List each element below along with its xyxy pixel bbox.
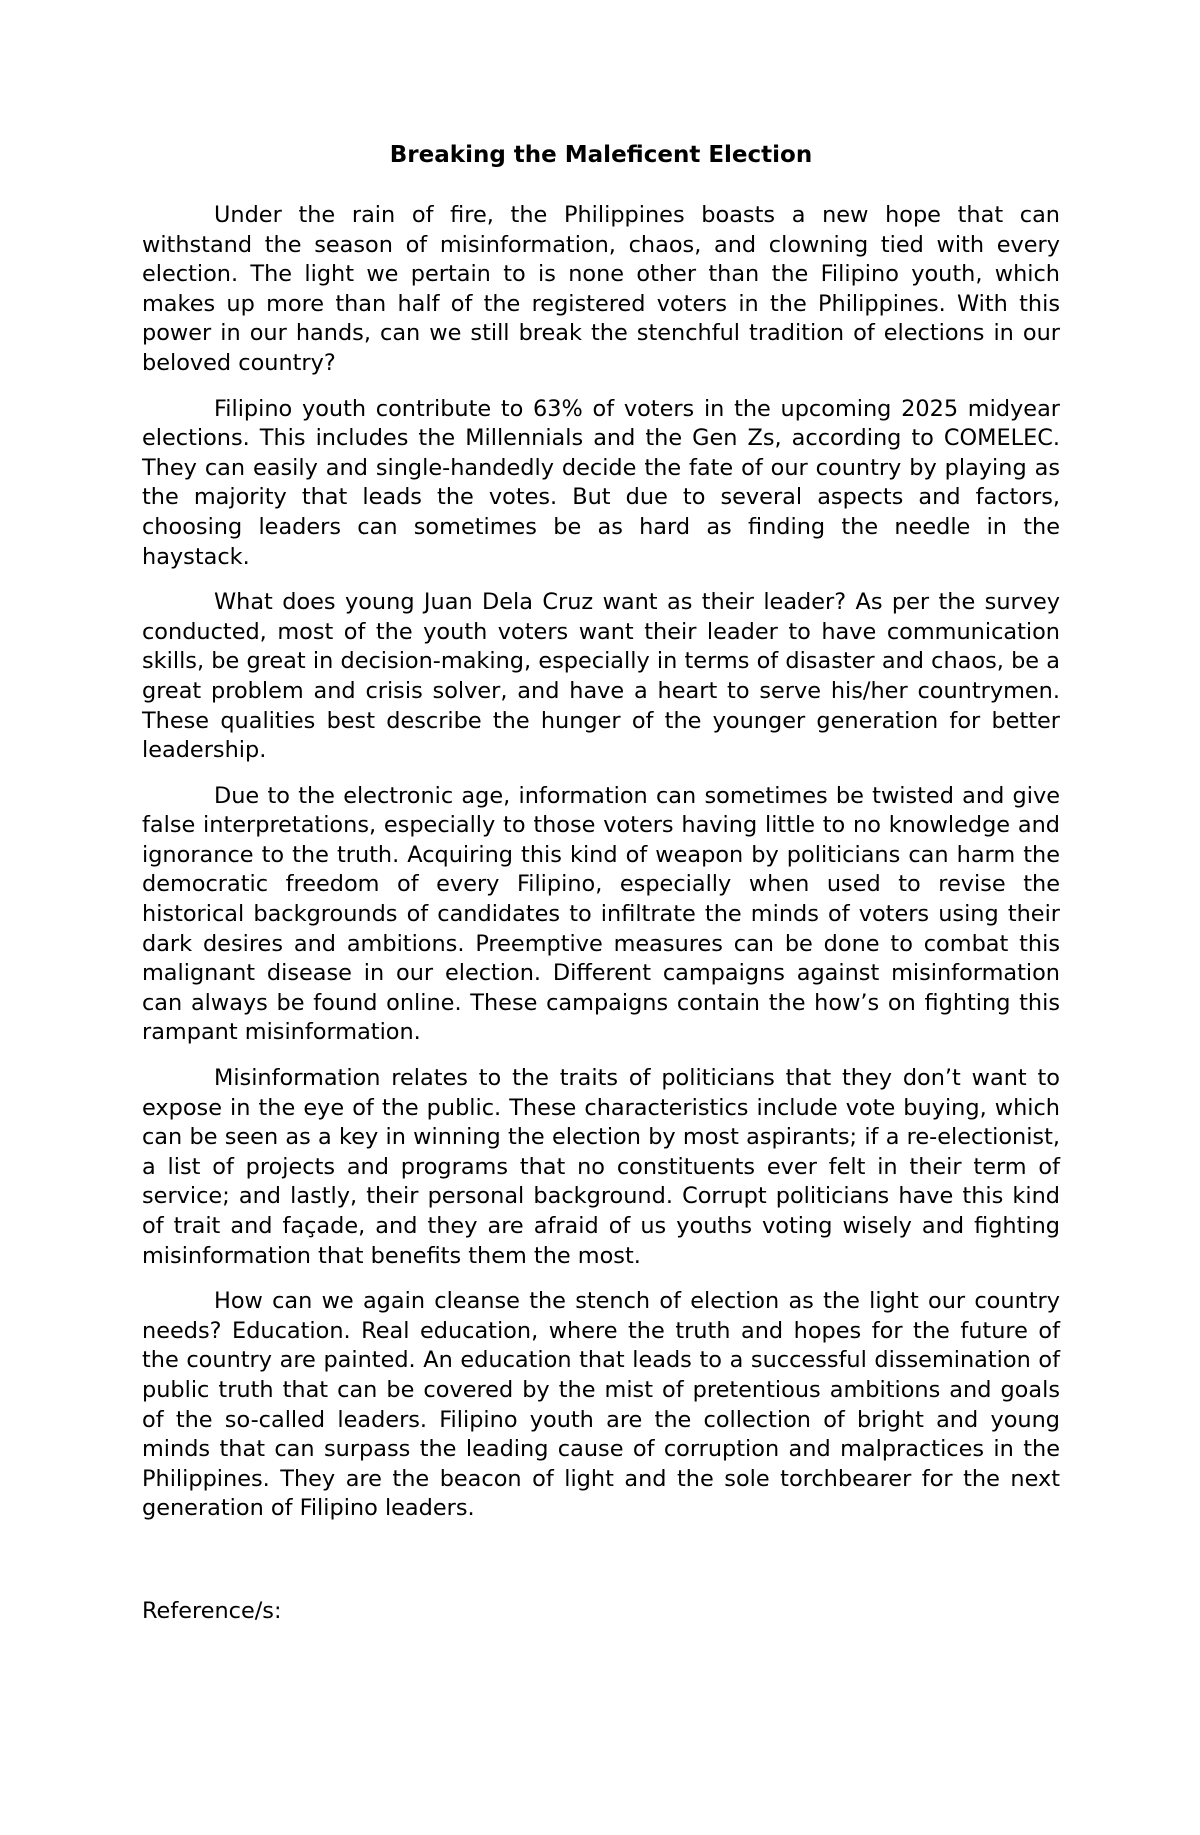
paragraph-politician-traits: Misinformation relates to the traits of politicians that they don’t want to expose in the eye of the public. These characteristics include vote buying, which can be seen as a key in winning the election by most aspirants; if a re-electionist, a list of projects and programs that no constituents ever felt in their term of service; and lastly, their personal background. Corrupt politicians have this kind of trait and façade, and they are afraid of us youths voting wisely and fighting misinformation that benefits them the most.	[142, 1065, 1060, 1269]
paragraph-youth-voters: Filipino youth contribute to 63% of voters in the upcoming 2025 midyear elections. This includes the Millennials and the Gen Zs, according to COMELEC. They can easily and single-handedly decide the fate of our country by playing as the majority that leads the votes. But due to several aspects and factors, choosing leaders can sometimes be as hard as finding the needle in the haystack.	[142, 395, 1060, 570]
paragraph-education: How can we again cleanse the stench of election as the light our country needs? Education. Real education, where the truth and hopes for the future of the country are painted. An education that leads to a successful dissemination of public truth that can be covered by the mist of pretentious ambitions and goals of the so-called leaders. Filipino youth are the collection of bright and young minds that can surpass the leading cause of corruption and malpractices in the Philippines. They are the beacon of light and the sole torchbearer for the next generation of Filipino leaders.	[142, 1288, 1060, 1522]
paragraph-leader-qualities: What does young Juan Dela Cruz want as their leader? As per the survey conducted, most of the youth voters want their leader to have communication skills, be great in decision-making, especially in terms of disaster and chaos, be a great problem and crisis solver, and have a heart to serve his/her countrymen. These qualities best describe the hunger of the younger generation for better leadership.	[142, 589, 1060, 764]
reference-label: Reference/s:	[142, 1598, 282, 1624]
document-page	[142, 140, 1060, 1540]
paragraph-youth-hope: Under the rain of fire, the Philippines boasts a new hope that can withstand the season of misinformation, chaos, and clowning tied with every election. The light we pertain to is none other than the Filipino youth, which makes up more than half of the registered voters in the Philippines. With this power in our hands, can we still break the stenchful tradition of elections in our beloved country?	[142, 202, 1060, 376]
document-title: Breaking the Maleficent Election	[389, 142, 813, 168]
paragraph-electronic-age: Due to the electronic age, information can sometimes be twisted and give false interpretations, especially to those voters having little to no knowledge and ignorance to the truth. Acquiring this kind of weapon by politicians can harm the democratic freedom of every Filipino, especially when used to revise the historical backgrounds of candidates to infiltrate the minds of voters using their dark desires and ambitions. Preemptive measures can be done to combat this malignant disease in our election. Different campaigns against misinformation can always be found online. These campaigns contain the how’s on fighting this rampant misinformation.	[142, 782, 1060, 1046]
